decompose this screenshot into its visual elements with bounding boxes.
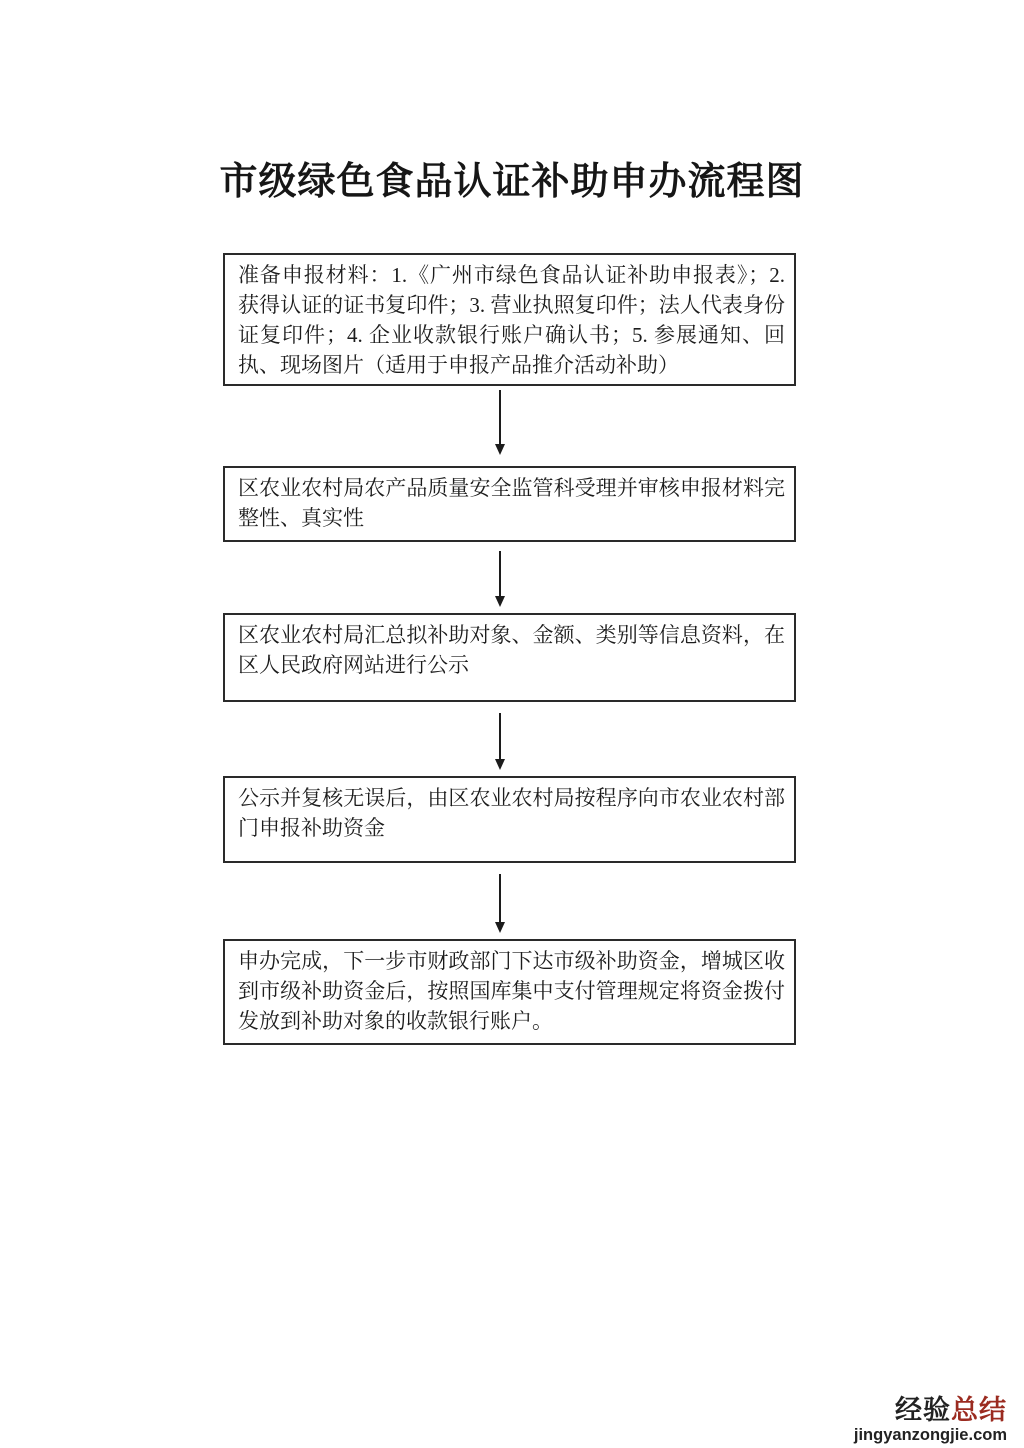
flow-step-district-review xyxy=(223,466,796,542)
flow-step-prepare-materials xyxy=(223,253,796,386)
flow-step-text: 准备申报材料：1.《广州市绿色食品认证补助申报表》；2. 获得认证的证书复印件；3. 营业执照复印件；法人代表身份证复印件；4. 企业收款银行账户确认书；5. 参展通知、回执、现场图片（适用于申报产品推介活动补助） xyxy=(238,263,785,377)
watermark-site-url: jingyanzongjie.com xyxy=(853,1426,1007,1445)
flow-step-text: 申办完成，下一步市财政部门下达市级补助资金，增城区收到市级补助资金后，按照国库集中支付管理规定将资金拨付发放到补助对象的收款银行账户。 xyxy=(238,949,785,1033)
flow-step-text: 区农业农村局农产品质量安全监管科受理并审核申报材料完整性、真实性 xyxy=(238,476,785,530)
down-arrow-icon xyxy=(499,874,501,922)
watermark-brand xyxy=(854,1396,1007,1424)
watermark-brand-primary: 经验 xyxy=(895,1395,951,1425)
flow-step-text: 区农业农村局汇总拟补助对象、金额、类别等信息资料，在区人民政府网站进行公示 xyxy=(238,623,785,677)
down-arrow-icon xyxy=(499,551,501,596)
down-arrow-icon xyxy=(499,713,501,759)
flow-step-apply-funds xyxy=(223,776,796,863)
watermark-brand-accent: 总结 xyxy=(951,1395,1007,1425)
page-title: 市级绿色食品认证补助申办流程图 xyxy=(219,161,805,203)
down-arrow-icon xyxy=(499,390,501,444)
flow-step-text: 公示并复核无误后，由区农业农村局按程序向市农业农村部门申报补助资金 xyxy=(238,786,785,840)
flow-step-fund-disbursement xyxy=(223,939,796,1045)
flow-step-public-notice xyxy=(223,613,796,702)
watermark xyxy=(854,1396,1007,1445)
